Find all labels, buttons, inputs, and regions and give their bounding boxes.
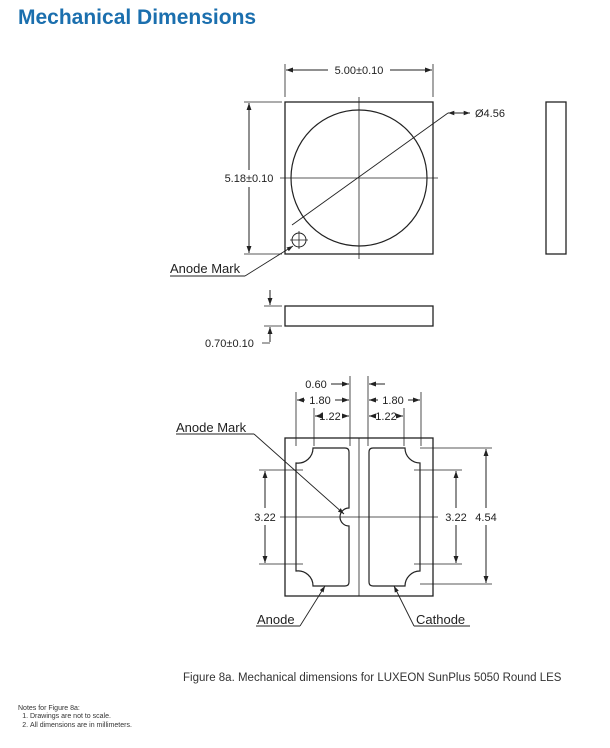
width-dim-label: 5.00±0.10 xyxy=(334,65,384,77)
notes-title: Notes for Figure 8a: xyxy=(18,705,80,712)
pad-width-left-label: 1.22 xyxy=(319,411,341,423)
anode-mark-label-top: Anode Mark xyxy=(170,261,241,276)
note-item: 1. Drawings are not to scale. xyxy=(30,713,132,721)
pad-span-left-label: 1.80 xyxy=(309,395,331,407)
cathode-label: Cathode xyxy=(416,612,466,627)
notes-list xyxy=(18,713,132,730)
pad-height-right-label: 3.22 xyxy=(445,512,467,524)
figure-caption: Figure 8a. Mechanical dimensions for LUXEON SunPlus 5050 Round LES xyxy=(183,672,562,684)
thickness-dim-label: 0.70±0.10 xyxy=(205,338,254,350)
side-view-body xyxy=(285,306,433,326)
pad-height-left-label: 3.22 xyxy=(254,512,276,524)
anode-mark-label-bottom: Anode Mark xyxy=(176,420,247,435)
gap-dim-label: 0.60 xyxy=(305,379,327,391)
pad-span-right-label: 1.80 xyxy=(382,395,404,407)
dome-dia-label: Ø4.56 xyxy=(475,108,505,120)
figure-notes xyxy=(18,705,132,730)
pad-width-right-label: 1.22 xyxy=(375,411,397,423)
anode-label: Anode xyxy=(257,612,295,627)
page-heading: Mechanical Dimensions xyxy=(18,6,257,29)
height-dim-label: 5.18±0.10 xyxy=(224,173,274,185)
side-view-right xyxy=(546,102,566,254)
note-item: 2. All dimensions are in millimeters. xyxy=(30,722,132,730)
pad-total-height-label: 4.54 xyxy=(475,512,497,524)
